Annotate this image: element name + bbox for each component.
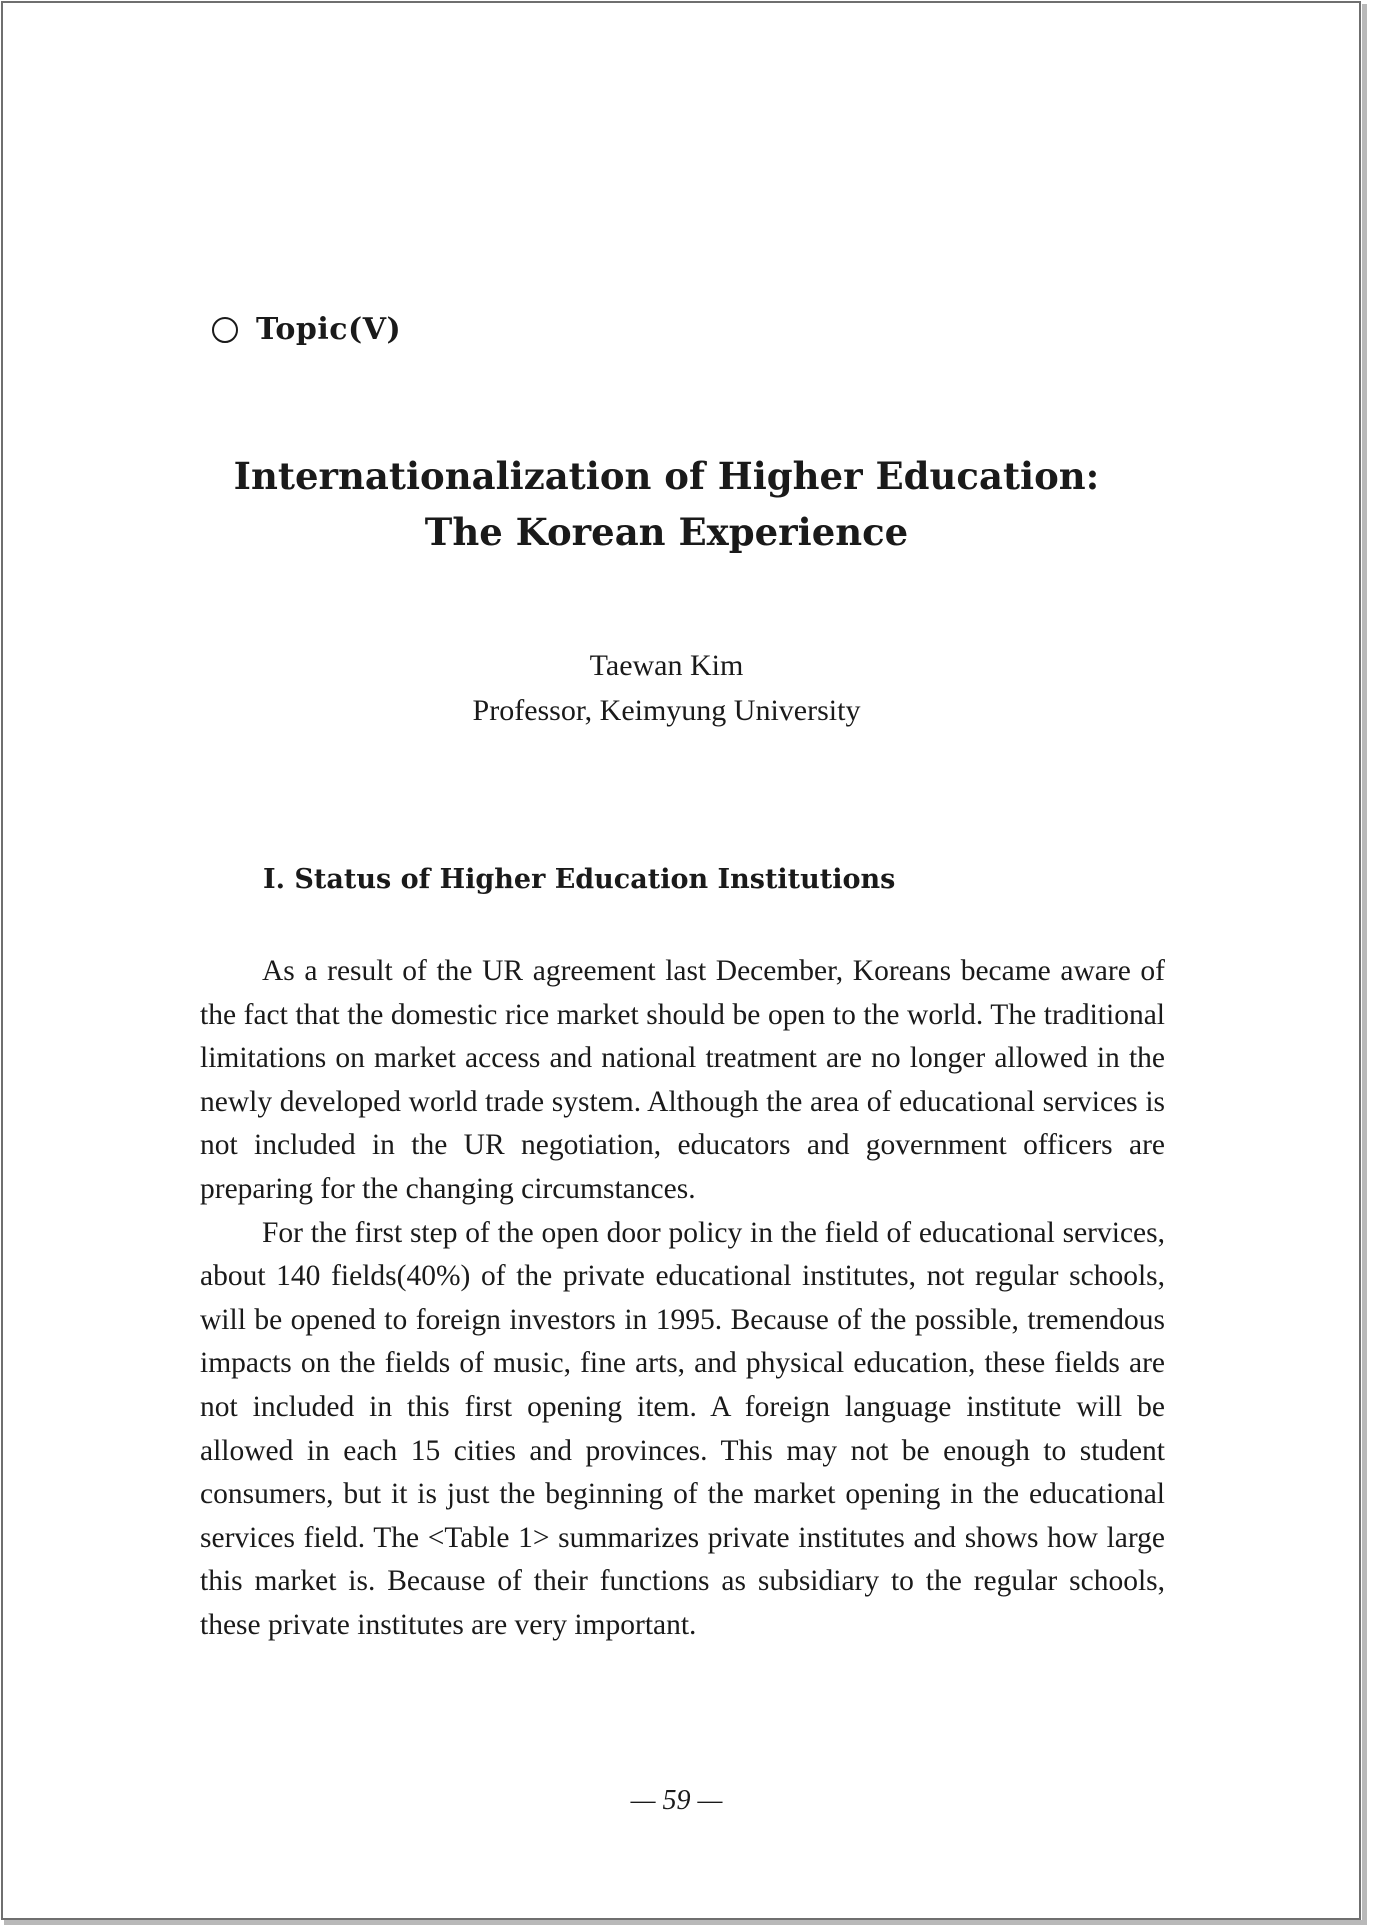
section-heading: I. Status of Higher Education Institutions [263,864,896,895]
page-number-text: — 59 — [630,1785,723,1816]
page-number [0,1785,1383,1817]
title-line-2: The Korean Experience [424,510,909,554]
page-shadow-right [1362,4,1367,1922]
author-name: Taewan Kim [589,649,744,682]
paragraph-1: As a result of the UR agreement last December, Koreans became aware of the fact that the domestic rice market should be open to the world. The traditional limitations on market access and national treatment are no longer allowed in the newly developed world trade system. Although the area of educational services is not included in the UR negotiation, educators and government officers are preparing for the changing circumstances. [200,955,1165,1205]
author-block [0,643,1383,733]
body-text [200,950,1165,1648]
paragraph-2: For the first step of the open door policy in the field of educational services, about 140 fields(40%) of the private educational institutes, not regular schools, will be opened to foreign investors in 1995. Because of the possible, tremendous impacts on the fields of music, fine arts, and physical education, these fields are not included in this first opening item. A foreign language institute will be allowed in each 15 cities and provinces. This may not be enough to student consumers, but it is just the beginning of the market opening in the educational services field. The <Table 1> summarizes private institutes and shows how large this market is. Because of their functions as subsidiary to the regular schools, these private institutes are very important. [200,1216,1165,1641]
title-line-1: Internationalization of Higher Education: [233,454,1100,498]
topic-text: Topic(V) [256,312,402,347]
page-shadow-bottom [4,1920,1367,1925]
document-title [0,448,1383,560]
topic-label [212,312,401,347]
circle-bullet-icon [212,317,238,343]
author-affiliation: Professor, Keimyung University [472,694,861,727]
